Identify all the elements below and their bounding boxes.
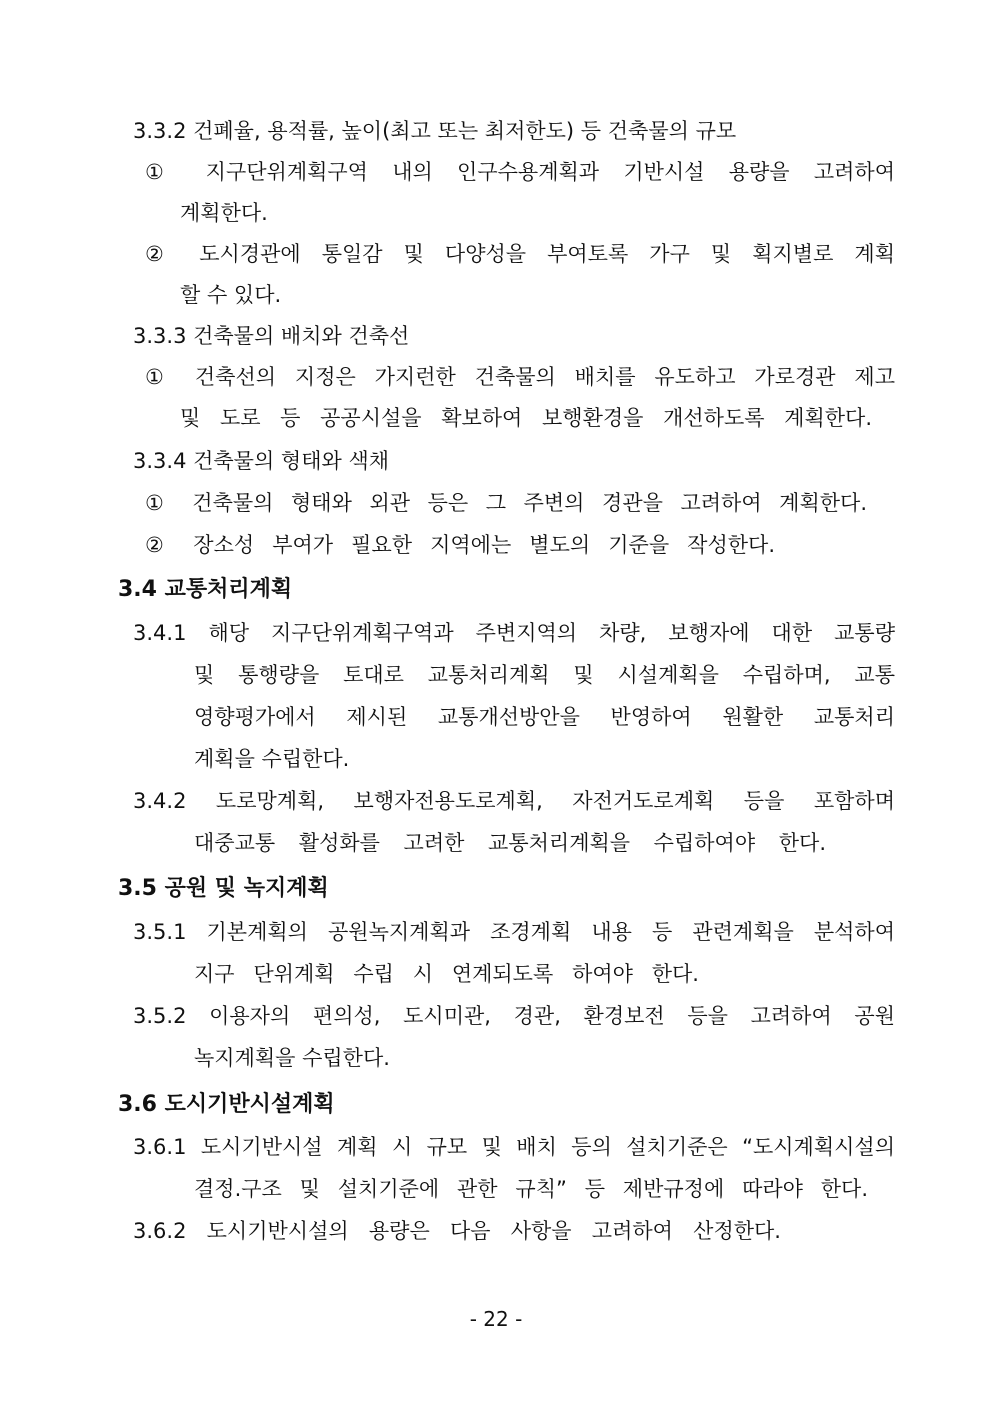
section-3-6-heading: 3.6 도시기반시설계획 bbox=[118, 1092, 335, 1117]
item-3-3-2-1: ① 지구단위계획구역 내의 인구수용계획과 기반시설 용량을 고려하여 bbox=[145, 160, 895, 184]
subsection-3-5-2: 3.5.2 이용자의 편의성, 도시미관, 경관, 환경보전 등을 고려하여 공원 bbox=[133, 1004, 895, 1028]
subsection-3-5-1-cont: 지구 단위계획 수립 시 연계되도록 하여야 한다. bbox=[194, 962, 699, 986]
section-3-4-heading: 3.4 교통처리계획 bbox=[118, 577, 293, 602]
subsection-3-4-2: 3.4.2 도로망계획, 보행자전용도로계획, 자전거도로계획 등을 포함하며 bbox=[133, 789, 895, 813]
item-3-3-3-1-cont: 및 도로 등 공공시설을 확보하여 보행환경을 개선하도록 계획한다. bbox=[180, 406, 872, 430]
item-3-3-4-2: ② 장소성 부여가 필요한 지역에는 별도의 기준을 작성한다. bbox=[145, 533, 775, 557]
page-number: - 22 - bbox=[469, 1307, 523, 1331]
item-3-3-2-1-cont: 계획한다. bbox=[180, 201, 268, 225]
item-3-3-4-1: ① 건축물의 형태와 외관 등은 그 주변의 경관을 고려하여 계획한다. bbox=[145, 491, 867, 515]
subsection-3-5-2-cont: 녹지계획을 수립한다. bbox=[194, 1046, 390, 1070]
subsection-3-5-1: 3.5.1 기본계획의 공원녹지계획과 조경계획 내용 등 관련계획을 분석하여 bbox=[133, 920, 895, 944]
subsection-3-3-3-title: 3.3.3 건축물의 배치와 건축선 bbox=[133, 324, 410, 348]
subsection-3-4-1-cont1: 및 통행량을 토대로 교통처리계획 및 시설계획을 수립하며, 교통 bbox=[194, 663, 895, 687]
subsection-3-3-2-title: 3.3.2 건폐율, 용적률, 높이(최고 또는 최저한도) 등 건축물의 규모 bbox=[133, 119, 737, 143]
subsection-3-4-2-cont: 대중교통 활성화를 고려한 교통처리계획을 수립하여야 한다. bbox=[194, 831, 826, 855]
subsection-3-4-1-cont3: 계획을 수립한다. bbox=[194, 747, 350, 771]
item-3-3-2-2-cont: 할 수 있다. bbox=[180, 283, 282, 307]
subsection-3-6-2: 3.6.2 도시기반시설의 용량은 다음 사항을 고려하여 산정한다. bbox=[133, 1219, 781, 1243]
subsection-3-4-1: 3.4.1 해당 지구단위계획구역과 주변지역의 차량, 보행자에 대한 교통량 bbox=[133, 621, 895, 645]
subsection-3-4-1-cont2: 영향평가에서 제시된 교통개선방안을 반영하여 원활한 교통처리 bbox=[194, 705, 895, 729]
section-3-5-heading: 3.5 공원 및 녹지계획 bbox=[118, 876, 329, 901]
subsection-3-6-1-cont: 결정.구조 및 설치기준에 관한 규칙” 등 제반규정에 따라야 한다. bbox=[194, 1177, 868, 1201]
item-3-3-3-1: ① 건축선의 지정은 가지런한 건축물의 배치를 유도하고 가로경관 제고 bbox=[145, 365, 895, 389]
subsection-3-6-1: 3.6.1 도시기반시설 계획 시 규모 및 배치 등의 설치기준은 “도시계획시설의 bbox=[133, 1135, 895, 1159]
item-3-3-2-2: ② 도시경관에 통일감 및 다양성을 부여토록 가구 및 획지별로 계획 bbox=[145, 242, 895, 266]
subsection-3-3-4-title: 3.3.4 건축물의 형태와 색채 bbox=[133, 449, 390, 473]
